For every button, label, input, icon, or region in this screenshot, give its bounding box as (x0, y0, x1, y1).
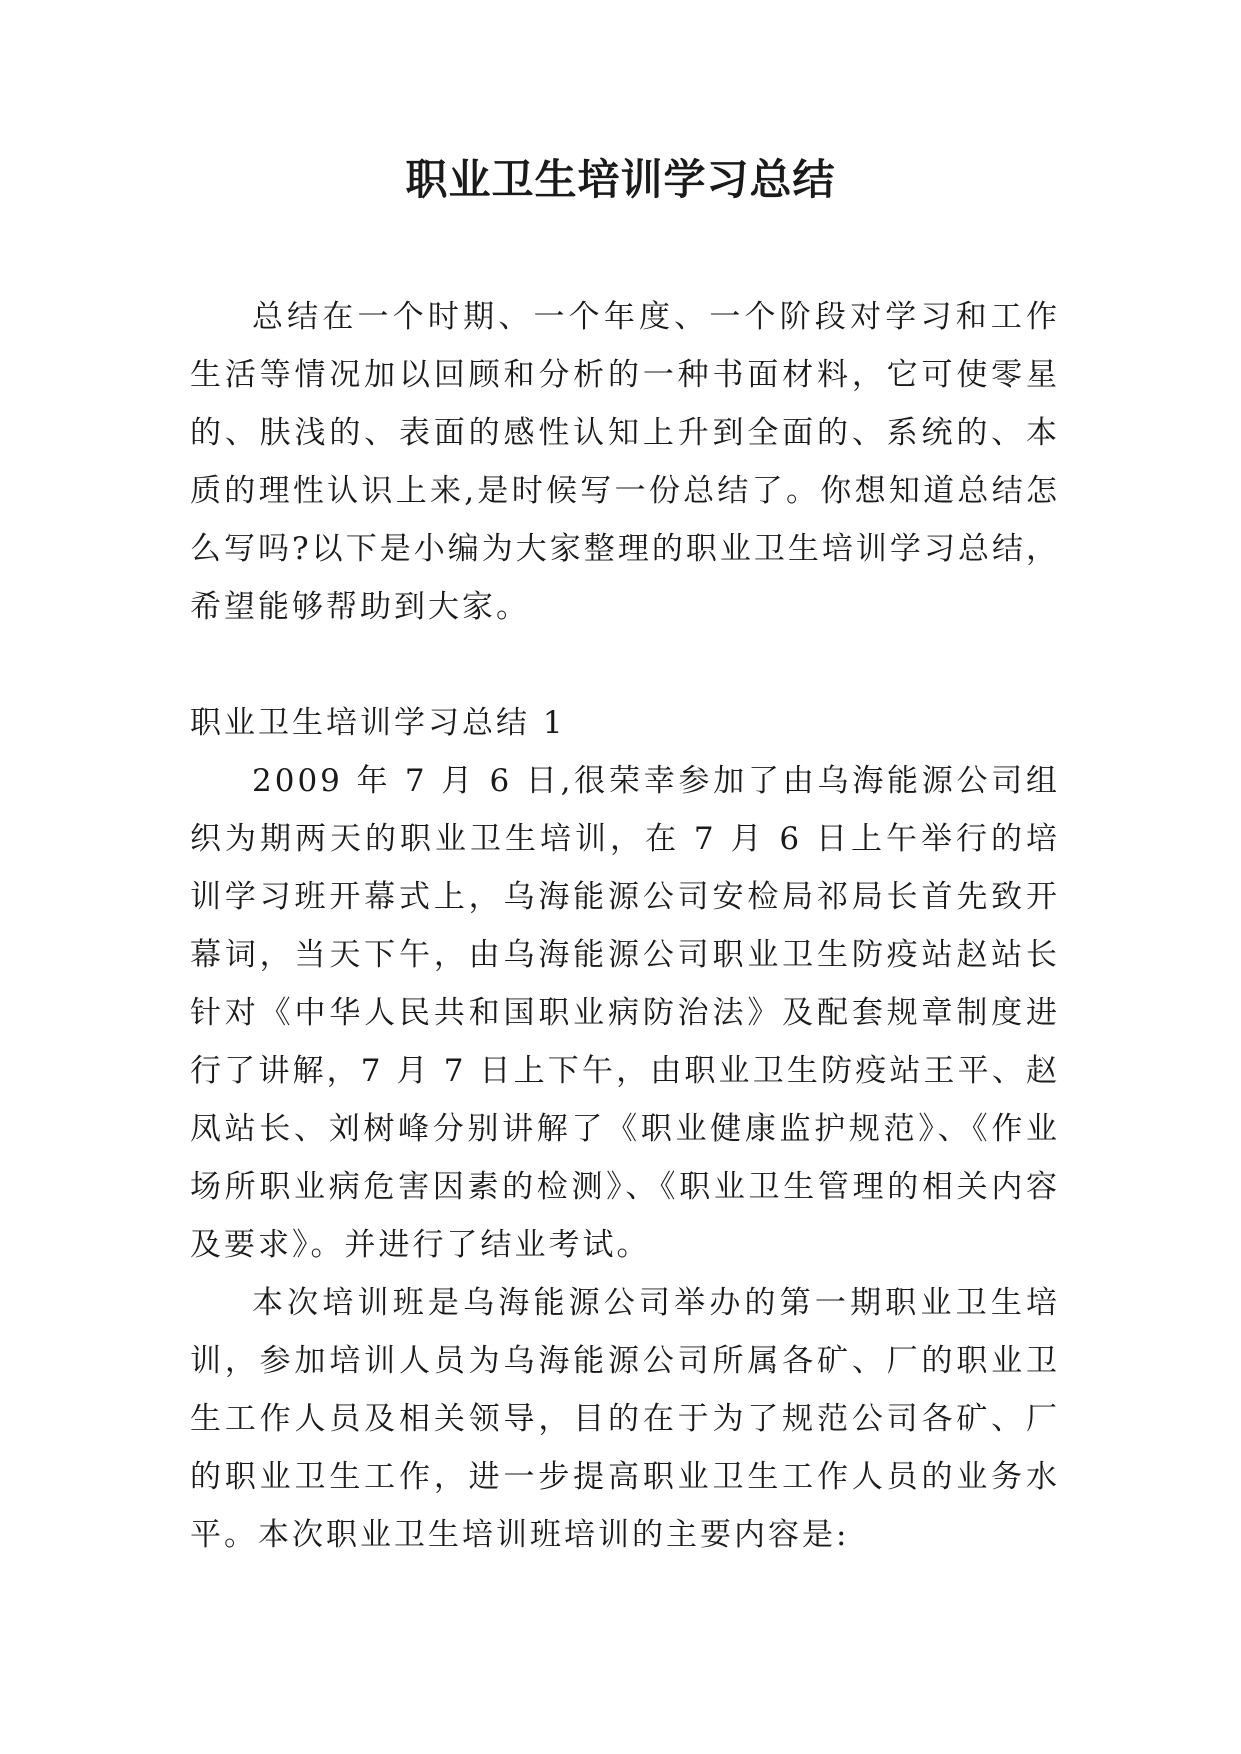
document-title: 职业卫生培训学习总结 (405, 155, 836, 204)
document-body (190, 288, 1060, 1564)
intro-paragraph: 总结在一个时期、一个年度、一个阶段对学习和工作生活等情况加以回顾和分析的一种书面材料，它可使零星的、肤浅的、表面的感性认知上升到全面的、系统的、本质的理性认识上来,是时候写一份总结了。你想知道总结怎么写吗?以下是小编为大家整理的职业卫生培训学习总结，希望能够帮助到大家。 (190, 299, 1060, 625)
section-heading: 职业卫生培训学习总结 1 (190, 705, 566, 741)
body-paragraph: 2009 年 7 月 6 日,很荣幸参加了由乌海能源公司组织为期两天的职业卫生培训，在 7 月 6 日上午举行的培训学习班开幕式上，乌海能源公司安检局祁局长首先致开幕词，当天下午，由乌海能源公司职业卫生防疫站赵站长针对《中华人民共和国职业病防治法》及配套规章制度进行了讲解，7 月 7 日上下午，由职业卫生防疫站王平、赵凤站长、刘树峰分别讲解了《职业健康监护规范》、《作业场所职业病危害因素的检测》、《职业卫生管理的相关内容及要求》。并进行了结业考试。 (190, 763, 1060, 1263)
body-paragraph: 本次培训班是乌海能源公司举办的第一期职业卫生培训，参加培训人员为乌海能源公司所属各矿、厂的职业卫生工作人员及相关领导，目的在于为了规范公司各矿、厂的职业卫生工作，进一步提高职业卫生工作人员的业务水平。本次职业卫生培训班培训的主要内容是: (190, 1285, 1060, 1553)
